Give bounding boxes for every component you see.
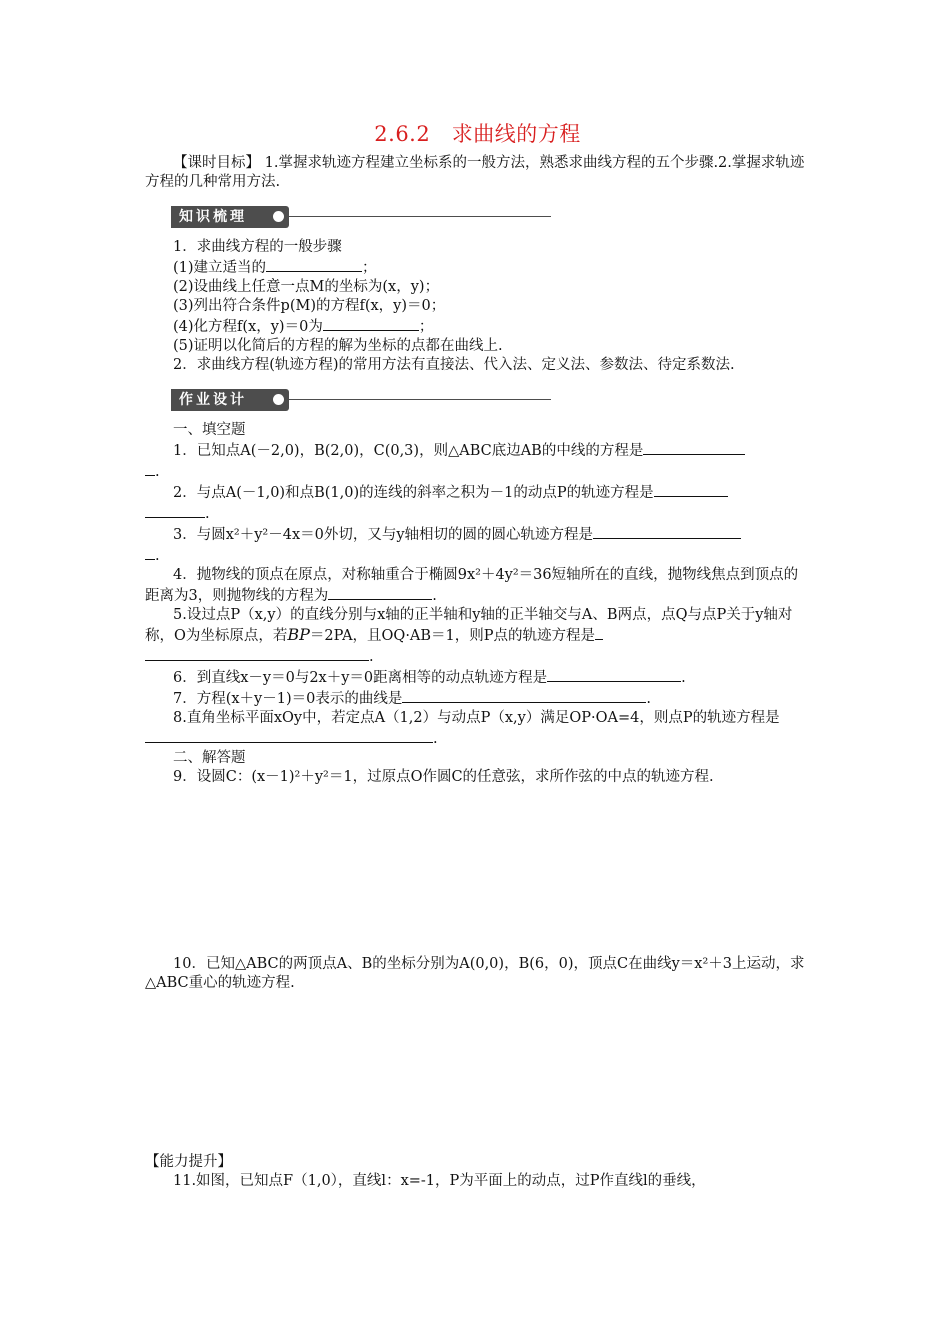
ability-header: 【能力提升】 (145, 1154, 232, 1170)
section-header-homework (171, 389, 551, 411)
question-5: 5.设过点P（x,y）的直线分别与x轴的正半轴和y轴的正半轴交与A、B两点，点Q与点P关于y轴对称，O为坐标原点，若BP＝2PA，且OQ·AB＝1，则P点的轨迹方程是 . (145, 607, 793, 665)
review-item-1: 1．求曲线方程的一般步骤 (173, 239, 342, 255)
question-6: 6．到直线x－y＝0与2x＋y＝0距离相等的动点轨迹方程是 . (145, 667, 810, 688)
section-rule (289, 216, 551, 217)
section-header-review (171, 206, 551, 228)
question-7: 7．方程(x＋y－1)＝0表示的曲线是 . (145, 688, 810, 709)
document-page (145, 118, 810, 1191)
question-9: 9．设圆C：(x－1)²＋y²＝1，过原点O作圆C的任意弦，求所作弦的中点的轨迹方程. (173, 769, 714, 785)
lesson-objective: 【课时目标】 1.掌握求轨迹方程建立坐标系的一般方法，熟悉求曲线方程的五个步骤.2.掌握求轨迹方程的几种常用方法. (145, 155, 805, 190)
section-title-review: 知识梳理 (171, 206, 289, 228)
question-3: 3．与圆x²＋y²－4x＝0外切，又与y轴相切的圆的圆心轨迹方程是 . (145, 524, 810, 566)
section-title-homework: 作业设计 (171, 389, 289, 411)
question-10: 10．已知△ABC的两顶点A、B的坐标分别为A(0,0)，B(6，0)，顶点C在曲线y＝x²＋3上运动，求△ABC重心的轨迹方程. (145, 956, 805, 991)
question-2: 2．与点A(－1,0)和点B(1,0)的连线的斜率之积为－1的动点P的轨迹方程是 . (145, 482, 810, 524)
bullet-dot-icon (273, 394, 284, 405)
review-step-1: (1)建立适当的 ； (145, 257, 810, 278)
review-step-2: (2)设曲线上任意一点M的坐标为(x，y)； (173, 279, 440, 295)
question-11: 11.如图，已知点F（1,0），直线l：x=-1，P为平面上的动点，过P作直线l的垂线， (173, 1173, 706, 1189)
section-rule (289, 399, 551, 400)
review-step-4: (4)化方程f(x，y)＝0为 ； (145, 316, 810, 337)
question-1: 1．已知点A(－2,0)，B(2,0)，C(0,3)，则△ABC底边AB的中线的方程是 . (145, 440, 810, 482)
answer-blank (323, 316, 419, 331)
page-title: 2.6.2 求曲线的方程 (374, 122, 581, 146)
solve-header: 二、解答题 (173, 750, 246, 766)
answer-space (145, 787, 810, 955)
question-4: 4．抛物线的顶点在原点，对称轴重合于椭圆9x²＋4y²＝36短轴所在的直线，抛物线焦点到顶点的距离为3，则抛物线的方程为 . (145, 567, 799, 604)
bullet-dot-icon (273, 211, 284, 222)
answer-blank (266, 257, 362, 272)
answer-space (145, 993, 810, 1153)
review-step-3: (3)列出符合条件p(M)的方程f(x，y)＝0； (173, 298, 446, 314)
review-step-5: (5)证明以化简后的方程的解为坐标的点都在曲线上. (173, 338, 503, 354)
fill-in-header: 一、填空题 (173, 422, 246, 438)
question-8: 8.直角坐标平面xOy中，若定点A（1,2）与动点P（x,y）满足OP·OA=4，则点P的轨迹方程是. (145, 709, 810, 749)
review-item-2: 2．求曲线方程(轨迹方程)的常用方法有直接法、代入法、定义法、参数法、待定系数法. (173, 357, 735, 373)
